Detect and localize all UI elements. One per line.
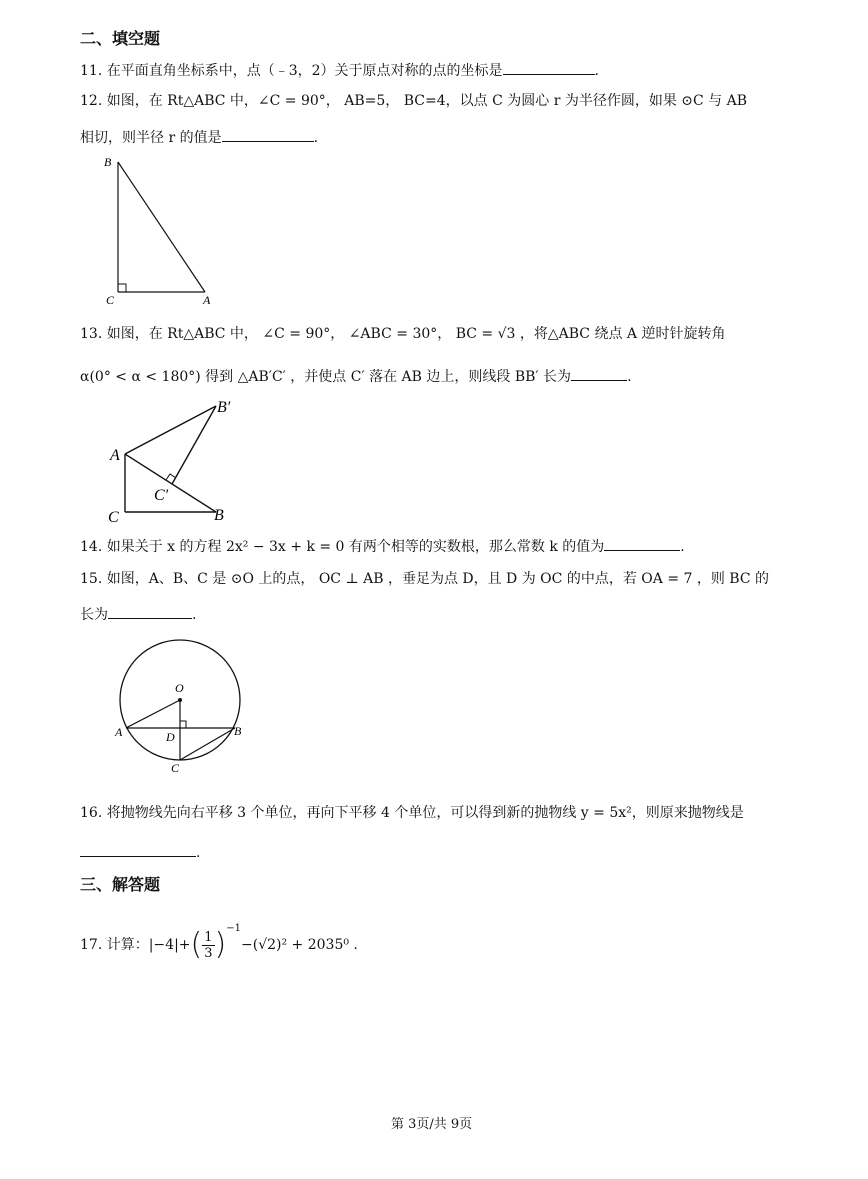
label-b: B [104,155,112,169]
segment-oa [126,700,180,728]
question-12-line2 [80,127,318,147]
segment-ab [118,162,205,292]
label-a: A [110,447,120,464]
exponent-minus-one: −1 [226,923,241,934]
question-14-end: . [680,539,685,555]
fraction-numerator: 1 [204,929,213,945]
label-b: B [214,507,224,524]
question-14 [80,536,685,556]
question-16-line2 [80,842,200,862]
section-answer-heading: 三、解答题 [80,875,161,894]
question-17-abs: |−4|+ [148,937,191,953]
question-13-end: . [627,369,632,385]
answer-blank-14[interactable] [604,536,680,551]
right-angle-marker [118,284,126,292]
section-fill-blank-heading: 二、填空题 [80,29,161,48]
question-16-line1: 16. 将抛物线先向右平移 3 个单位，再向下平移 4 个单位，可以得到新的抛物线 y = 5x²，则原来抛物线是 [80,805,744,821]
page-number-footer: 第 3页/共 9页 [391,1117,473,1132]
label-c: C [171,761,180,775]
answer-blank-11[interactable] [503,60,595,75]
answer-blank-16[interactable] [80,842,196,857]
question-15-line2 [80,604,196,624]
question-15-line1: 15. 如图，A、B、C 是 ⊙O 上的点， OC ⊥ AB ，垂足为点 D，且 D 为 OC 的中点，若 OA = 7 ，则 BC 的 [80,571,770,587]
question-15-line2-text: 长为 [80,607,108,623]
label-d: D [166,730,175,744]
label-o: O [175,681,184,695]
figure-q12-right-triangle [95,152,235,312]
fraction-denominator: 3 [204,945,213,961]
segment-bc [180,728,235,760]
answer-blank-12[interactable] [222,127,314,142]
question-17-rest: −(√2)² + 2035⁰ . [241,937,358,953]
figure-q15-circle [105,630,265,780]
question-13-line2 [80,366,632,386]
segment-ab [125,454,216,512]
label-b-prime: B′ [217,399,231,416]
answer-blank-15[interactable] [108,604,192,619]
question-12-line1: 12. 如图，在 Rt△ABC 中，∠C = 90°， AB=5， BC=4，以点 C 为圆心 r 为半径作圆，如果 ⊙C 与 AB [80,93,748,109]
label-c: C [108,509,119,526]
question-17-prefix: 17. 计算： [80,937,149,953]
right-angle-marker [180,721,186,728]
label-c-prime: C′ [154,487,169,504]
question-12-end: . [313,130,319,146]
fraction-one-third [202,930,214,961]
label-b: B [234,724,242,738]
question-13-line2-text: α(0° < α < 180°) 得到 △AB′C′ ，并使点 C′ 落在 AB 边上，则线段 BB′ 长为 [80,369,572,385]
question-11-end: . [594,63,599,79]
answer-blank-13[interactable] [571,366,627,381]
label-a: A [203,293,211,307]
question-14-text: 14. 如果关于 x 的方程 2x² − 3x + k = 0 有两个相等的实数根，那么常数 k 的值为 [80,539,605,555]
question-11-text: 11. 在平面直角坐标系中，点（﹣3，2）关于原点对称的点的坐标是 [80,63,503,79]
question-16-end: . [196,845,201,861]
open-paren: ( [190,927,203,962]
question-11 [80,60,599,80]
question-15-end: . [192,607,197,623]
label-c: C [106,293,115,307]
label-a: A [115,725,123,739]
figure-q13-rotated-triangle [100,392,260,532]
close-paren: ) [214,927,227,962]
question-13-line1: 13. 如图，在 Rt△ABC 中， ∠C = 90°， ∠ABC = 30°， BC = √3 ，将△ABC 绕点 A 逆时针旋转角 [80,326,726,342]
question-17 [80,912,358,962]
question-12-line2-text: 相切，则半径 r 的值是 [80,130,222,146]
